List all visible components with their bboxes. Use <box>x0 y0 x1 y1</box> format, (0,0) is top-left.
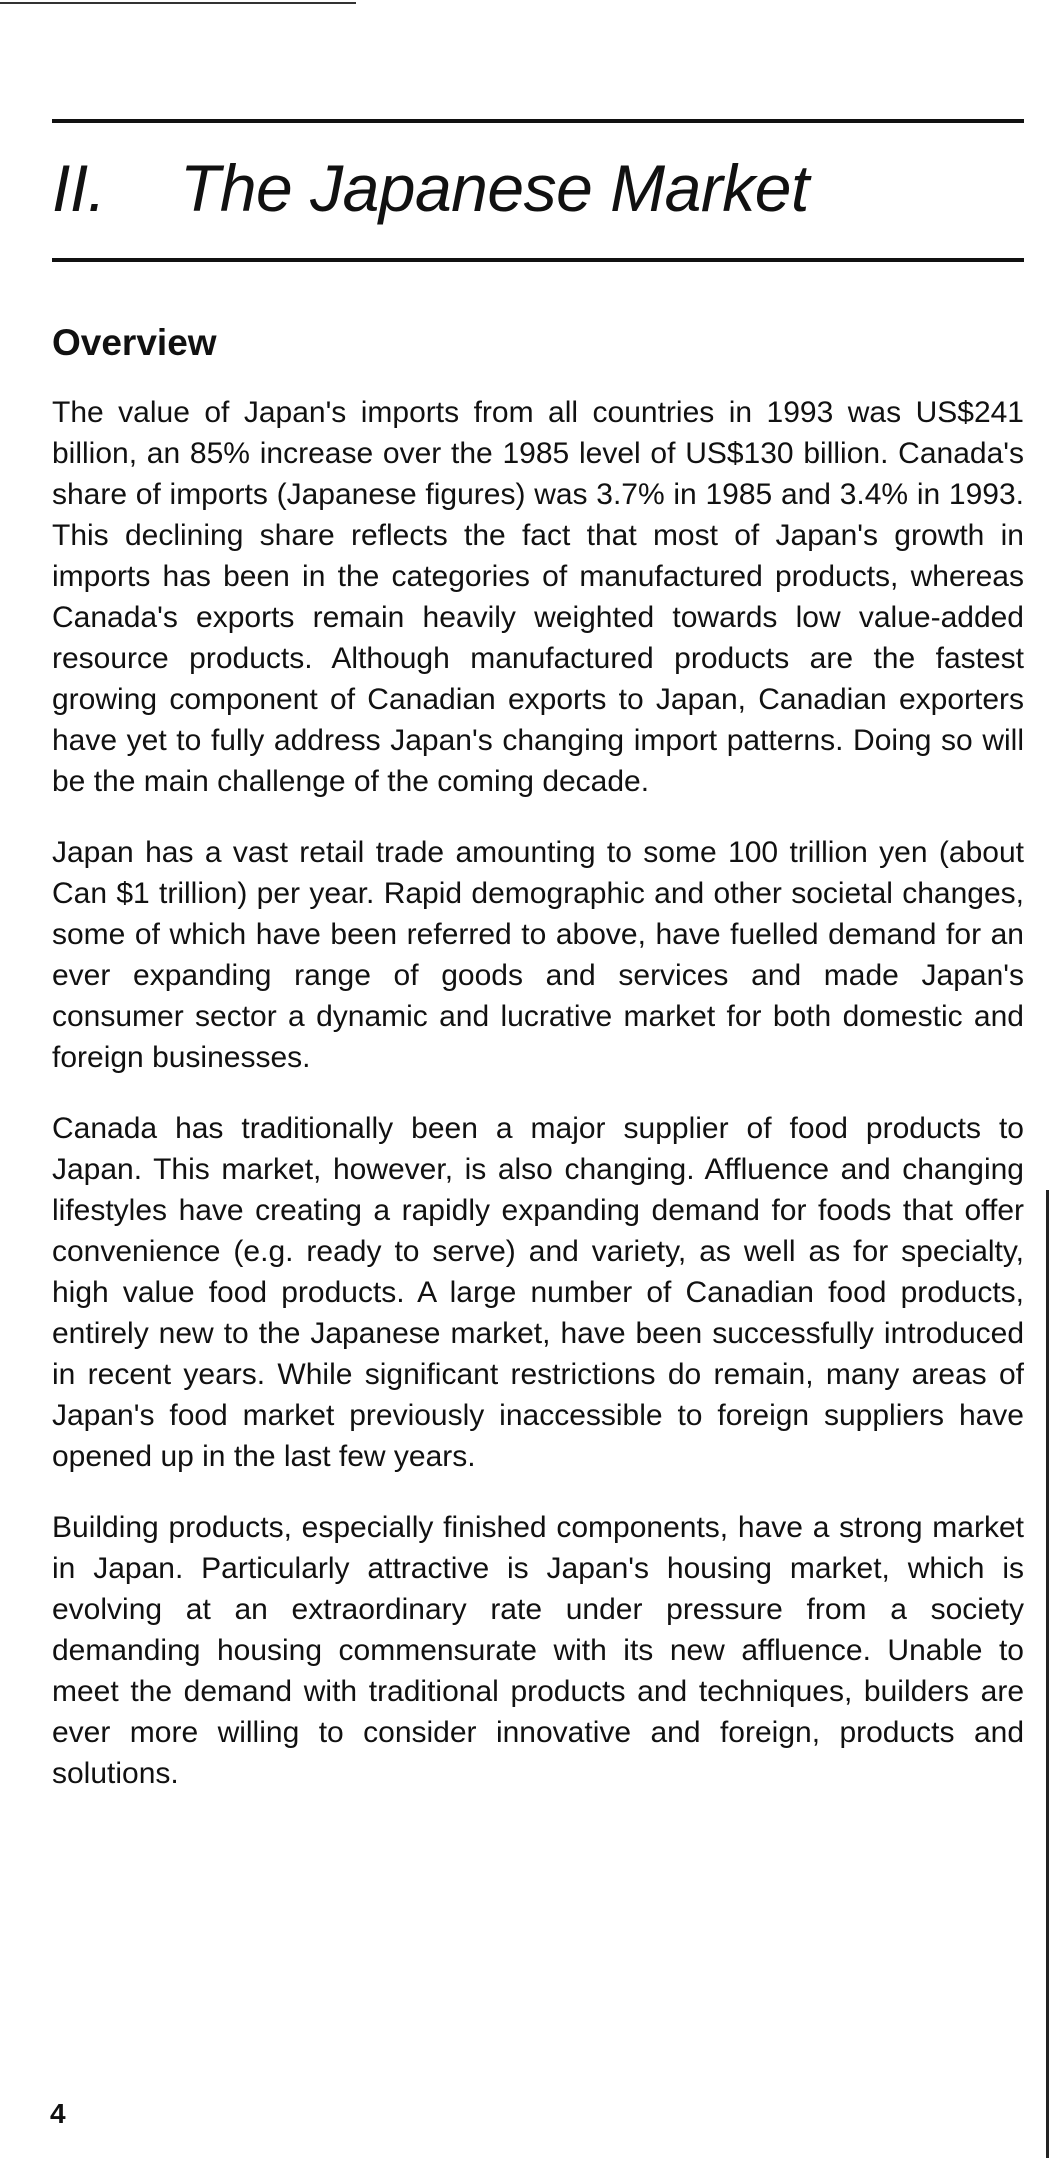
paragraph-imports: The value of Japan's imports from all countries in 1993 was US$241 billion, an 85% increase over the 1985 level of US$130 billion. Canada's share of imports (Japanese figures) was 3.7% in 1985 and 3.4% in 1993. This declining share reflects the fact that most of Japan's growth in imports has been in the categories of manufactured products, whereas Canada's exports remain heavily weighted towards low value-added resource products. Although manufactured products are the fastest growing component of Canadian exports to Japan, Canadian exporters have yet to fully address Japan's changing import patterns. Doing so will be the main challenge of the coming decade. <box>52 396 1024 798</box>
title-rule-bottom <box>52 258 1024 262</box>
section-heading: Overview <box>52 322 217 363</box>
chapter-title <box>52 150 809 226</box>
paragraph-building: Building products, especially finished components, have a strong market in Japan. Particularly attractive is Japan's housing market, which is evolving at an extraordinary rate under pressure from a society demanding housing commensurate with its new affluence. Unable to meet the demand with traditional products and techniques, builders are ever more willing to consider innovative and foreign, products and solutions. <box>52 1511 1024 1790</box>
paragraph-retail: Japan has a vast retail trade amounting to some 100 trillion yen (about Can $1 trillion) per year. Rapid demographic and other societal changes, some of which have been referred to above, have fuelled demand for an ever expanding range of goods and services and made Japan's consumer sector a dynamic and lucrative market for both domestic and foreign businesses. <box>52 836 1024 1074</box>
page-number: 4 <box>50 2098 66 2129</box>
page-edge-line <box>1046 1190 1049 2158</box>
scan-edge-line <box>0 2 356 4</box>
body-text <box>52 392 1024 1824</box>
chapter-title-text: The Japanese Market <box>180 151 809 225</box>
paragraph-food: Canada has traditionally been a major supplier of food products to Japan. This market, however, is also changing. Affluence and changing lifestyles have creating a rapidly expanding demand for foods that offer convenience (e.g. ready to serve) and variety, as well as for specialty, high value food products. A large number of Canadian food products, entirely new to the Japanese market, have been successfully introduced in recent years. While significant restrictions do remain, many areas of Japan's food market previously inaccessible to foreign suppliers have opened up in the last few years. <box>52 1112 1024 1473</box>
chapter-number: II. <box>52 151 106 225</box>
title-rule-top <box>52 119 1024 123</box>
